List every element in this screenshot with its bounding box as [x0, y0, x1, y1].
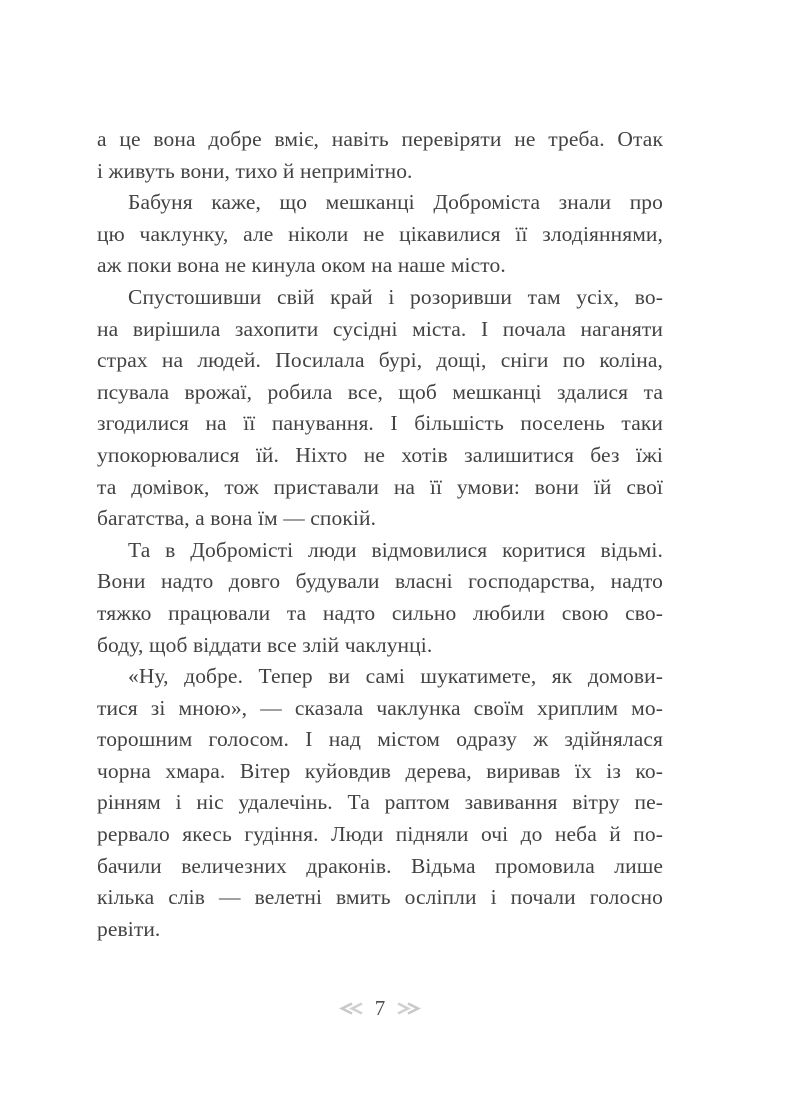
text-line: боду, щоб віддати все злій чаклунці. [97, 632, 433, 657]
text-line: торошним голосом. І над містом одразу ж здійнялася [97, 727, 663, 752]
text-line: і живуть вони, тихо й непримітно. [97, 158, 413, 183]
text-line: цю чаклунку, але ніколи не цікавилися її злодіяннями, [97, 221, 663, 246]
text-line: а це вона добре вміє, навіть перевіряти не треба. Отак [97, 127, 663, 151]
text-line: та домівок, тож приставали на її умови: вони їй свої [97, 474, 663, 499]
text-line: тися зі мною», — сказала чаклунка своїм хриплим мо- [97, 695, 663, 720]
text-line: багатства, а вона їм — спокій. [97, 506, 377, 531]
text-line: упокорювалися їй. Ніхто не хотів залишитися без їжі [97, 442, 663, 467]
double-chevron-left-icon [339, 1002, 364, 1015]
text-line: згодилися на її панування. І більшість поселень таки [97, 411, 663, 436]
text-line: Та в Добромісті люди відмовилися коритися відьмі. [128, 537, 663, 562]
text-line: на вирішила захопити сусідні міста. І почала наганяти [97, 316, 663, 341]
paragraph [97, 661, 663, 945]
paragraph [97, 282, 663, 535]
text-line: ревіти. [97, 916, 161, 941]
text-line: Бабуня каже, що мешканці Доброміста знали про [128, 190, 663, 215]
text-line: тяжко працювали та надто сильно любили свою сво- [97, 600, 663, 625]
text-line: чорна хмара. Вітер куйовдив дерева, виривав їх із ко- [97, 758, 663, 783]
text-line: «Ну, добре. Тепер ви самі шукатимете, як домови- [128, 664, 663, 689]
paragraph [97, 535, 663, 661]
page-footer [97, 994, 663, 1022]
text-line: рервало якесь гудіння. Люди підняли очі до неба й по- [97, 822, 663, 847]
text-line: рінням і ніс удалечінь. Та раптом завивання вітру пе- [97, 790, 663, 815]
paragraph [97, 124, 663, 187]
text-line: псувала врожаї, робила все, щоб мешканці здалися та [97, 379, 663, 404]
text-line: страх на людей. Посилала бурі, дощі, сніги по коліна, [97, 348, 663, 373]
double-chevron-right-icon [396, 1002, 421, 1015]
text-line: Спустошивши свій край і розоривши там усіх, во- [128, 284, 663, 309]
page-text-block [97, 124, 663, 945]
text-line: Вони надто довго будували власні господарства, надто [97, 569, 663, 594]
text-line: аж поки вона не кинула оком на наше місто. [97, 253, 506, 278]
page-number: 7 [374, 995, 386, 1020]
text-line: бачили величезних драконів. Відьма промовила лише [97, 853, 663, 878]
paragraph [97, 187, 663, 282]
text-line: кілька слів — велетні вмить осліпли і почали голосно [97, 885, 663, 910]
